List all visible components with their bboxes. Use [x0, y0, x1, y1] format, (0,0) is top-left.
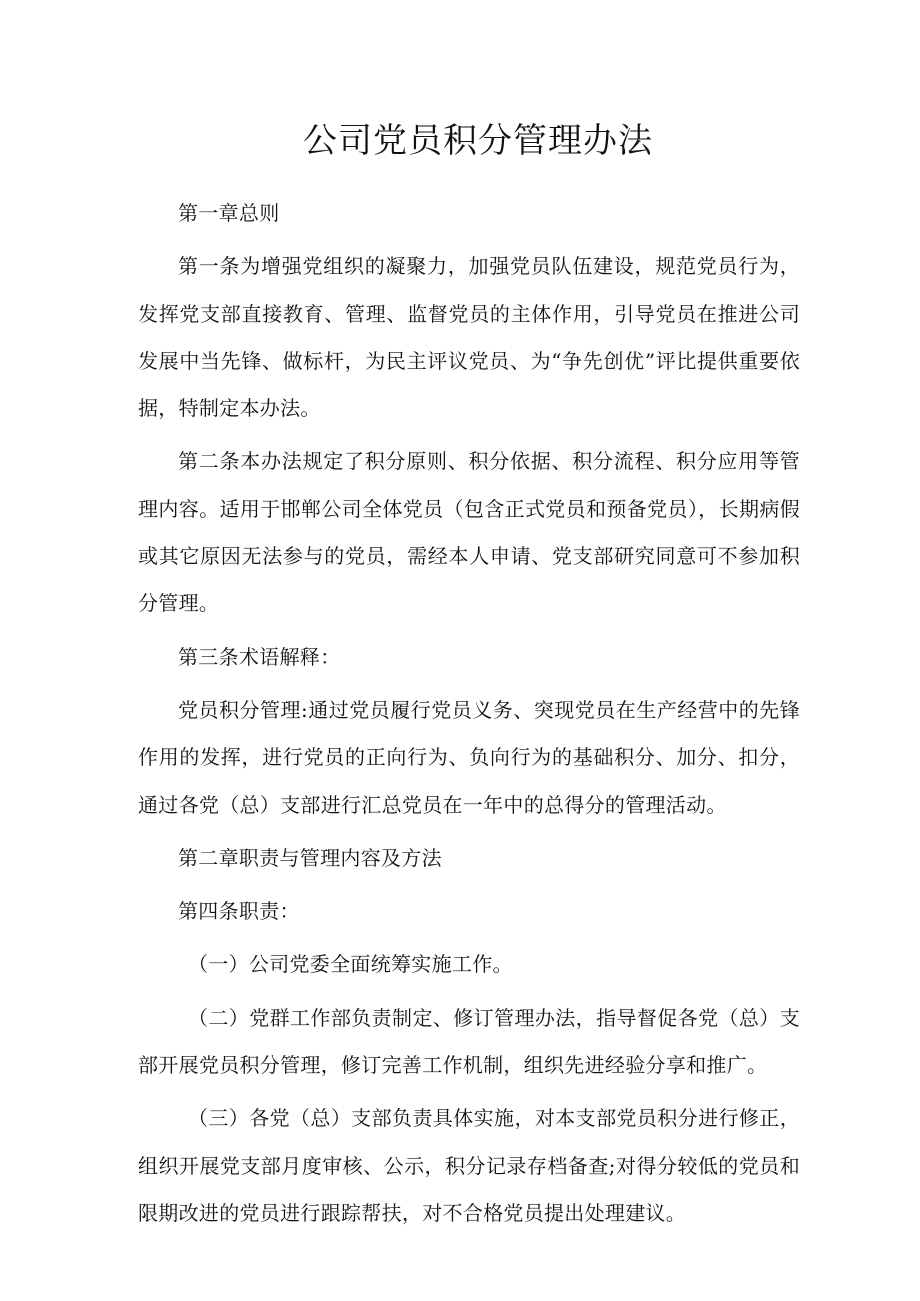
duty-item-1: （一）公司党委全面统筹实施工作。 [188, 952, 513, 977]
article-4-heading: 第四条职责： [178, 899, 300, 924]
duty-item-3: （三）各党（总）支部负责具体实施，对本支部党员积分进行修正，组织开展党支部月度审核、公示，积分记录存档备查;对得分较低的党员和限期改进的党员进行跟踪帮扶，对不合格党员提出处理建议。 [138, 1106, 800, 1225]
chapter-heading-1: 第一章总则 [178, 201, 280, 225]
chapter-heading-2: 第二章职责与管理内容及方法 [178, 845, 442, 870]
article-2: 第二条本办法规定了积分原则、积分依据、积分流程、积分应用等管理内容。适用于邯郸公司全体党员（包含正式党员和预备党员），长期病假或其它原因无法参与的党员，需经本人申请、党支部研究同意可不参加积分管理。 [138, 449, 800, 616]
duty-item-2: （二）党群工作部负责制定、修订管理办法，指导督促各党（总）支部开展党员积分管理，修订完善工作机制，组织先进经验分享和推广。 [138, 1005, 800, 1078]
article-3-heading: 第三条术语解释： [178, 644, 341, 669]
term-definition: 党员积分管理:通过党员履行党员义务、突现党员在生产经营中的先锋作用的发挥，进行党员的正向行为、负向行为的基础积分、加分、扣分，通过各党（总）支部进行汇总党员在一年中的总得分的管理活动。 [138, 697, 800, 817]
article-1: 第一条为增强党组织的凝聚力，加强党员队伍建设，规范党员行为，发挥党支部直接教育、管理、监督党员的主体作用，引导党员在推进公司发展中当先锋、做标杆，为民主评议党员、为“争先创优”评比提供重要依据，特制定本办法。 [138, 254, 800, 421]
document-title: 公司党员积分管理办法 [303, 121, 653, 161]
